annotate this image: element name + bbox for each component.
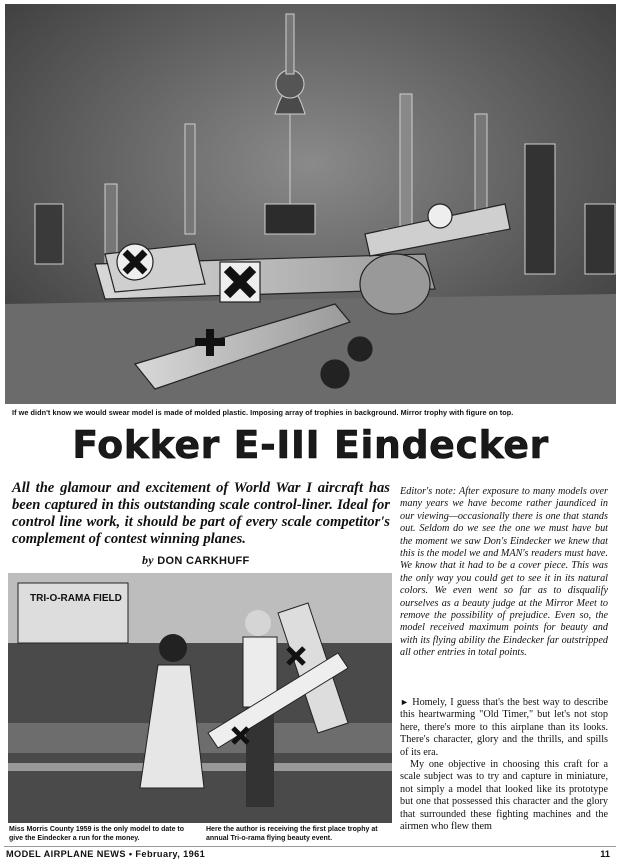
article-title: Fokker E-III Eindecker [72,423,549,467]
top-photo [5,4,616,404]
editor-note: Editor's note: After exposure to many models over many years we have become rather jaundiced in our viewing—occasionally there is one that stands out. Seldom do we see the one we must have but the moment we saw Don's Eindecker we knew that this is the model we and MAN's readers must have. We know that it had to be a cover piece. This was the only way you could get to see it in its natural colors. We even went so far as to disqualify ourselves as a beauty judge at the Mirror Meet to remove the possibility of prejudice. Even so, the model received maximum points for beauty and with its flying ability the Eindecker far outstripped all other entries in total points. [400,486,608,659]
byline [142,553,250,568]
award-photo [8,573,392,823]
paragraph-marker-icon: ► [400,697,409,707]
top-photo-caption: If we didn't know we would swear model is made of molded plastic. Imposing array of trophies in background. Mirror trophy with figure on top. [12,408,514,417]
award-scene-photo [8,573,392,823]
byline-prefix: by [142,553,154,567]
page-footer [6,849,610,863]
magazine-footer: MODEL AIRPLANE NEWS • February, 1961 [6,849,206,859]
award-photo-caption-left: Miss Morris County 1959 is the only model to date to give the Eindecker a run for the money. [9,826,185,842]
airplane-trophies-photo [5,4,616,404]
page-number: 11 [600,849,610,859]
body-paragraph-1: ► Homely, I guess that's the best way to describe this heartwarming "Old Timer," but let's not stop here, there's more to this airplane than its looks. There's character, glory and the thrills, and spills of its era. [400,697,609,758]
author-name: DON CARKHUFF [157,555,250,567]
article-body [400,696,608,833]
body-paragraph-2: My one objective in choosing this craft for a scale subject was to try and capture in miniature, not simply a model that looked like its prototype but one that possessed this character and the glory that surrounded these fighting machines and the airmen who flew them [400,759,608,833]
award-photo-caption-right: Here the author is receiving the first place trophy at annual Tri-o-rama flying beauty event. [206,826,378,842]
footer-rule [4,846,616,847]
field-sign-text: TRI-O-RAMA FIELD [30,593,122,604]
article-intro: All the glamour and excitement of World War I aircraft has been captured in this outstanding scale control-liner. Ideal for control line work, it should be part of every scale competitor's complement of contest winning planes. [12,480,390,547]
